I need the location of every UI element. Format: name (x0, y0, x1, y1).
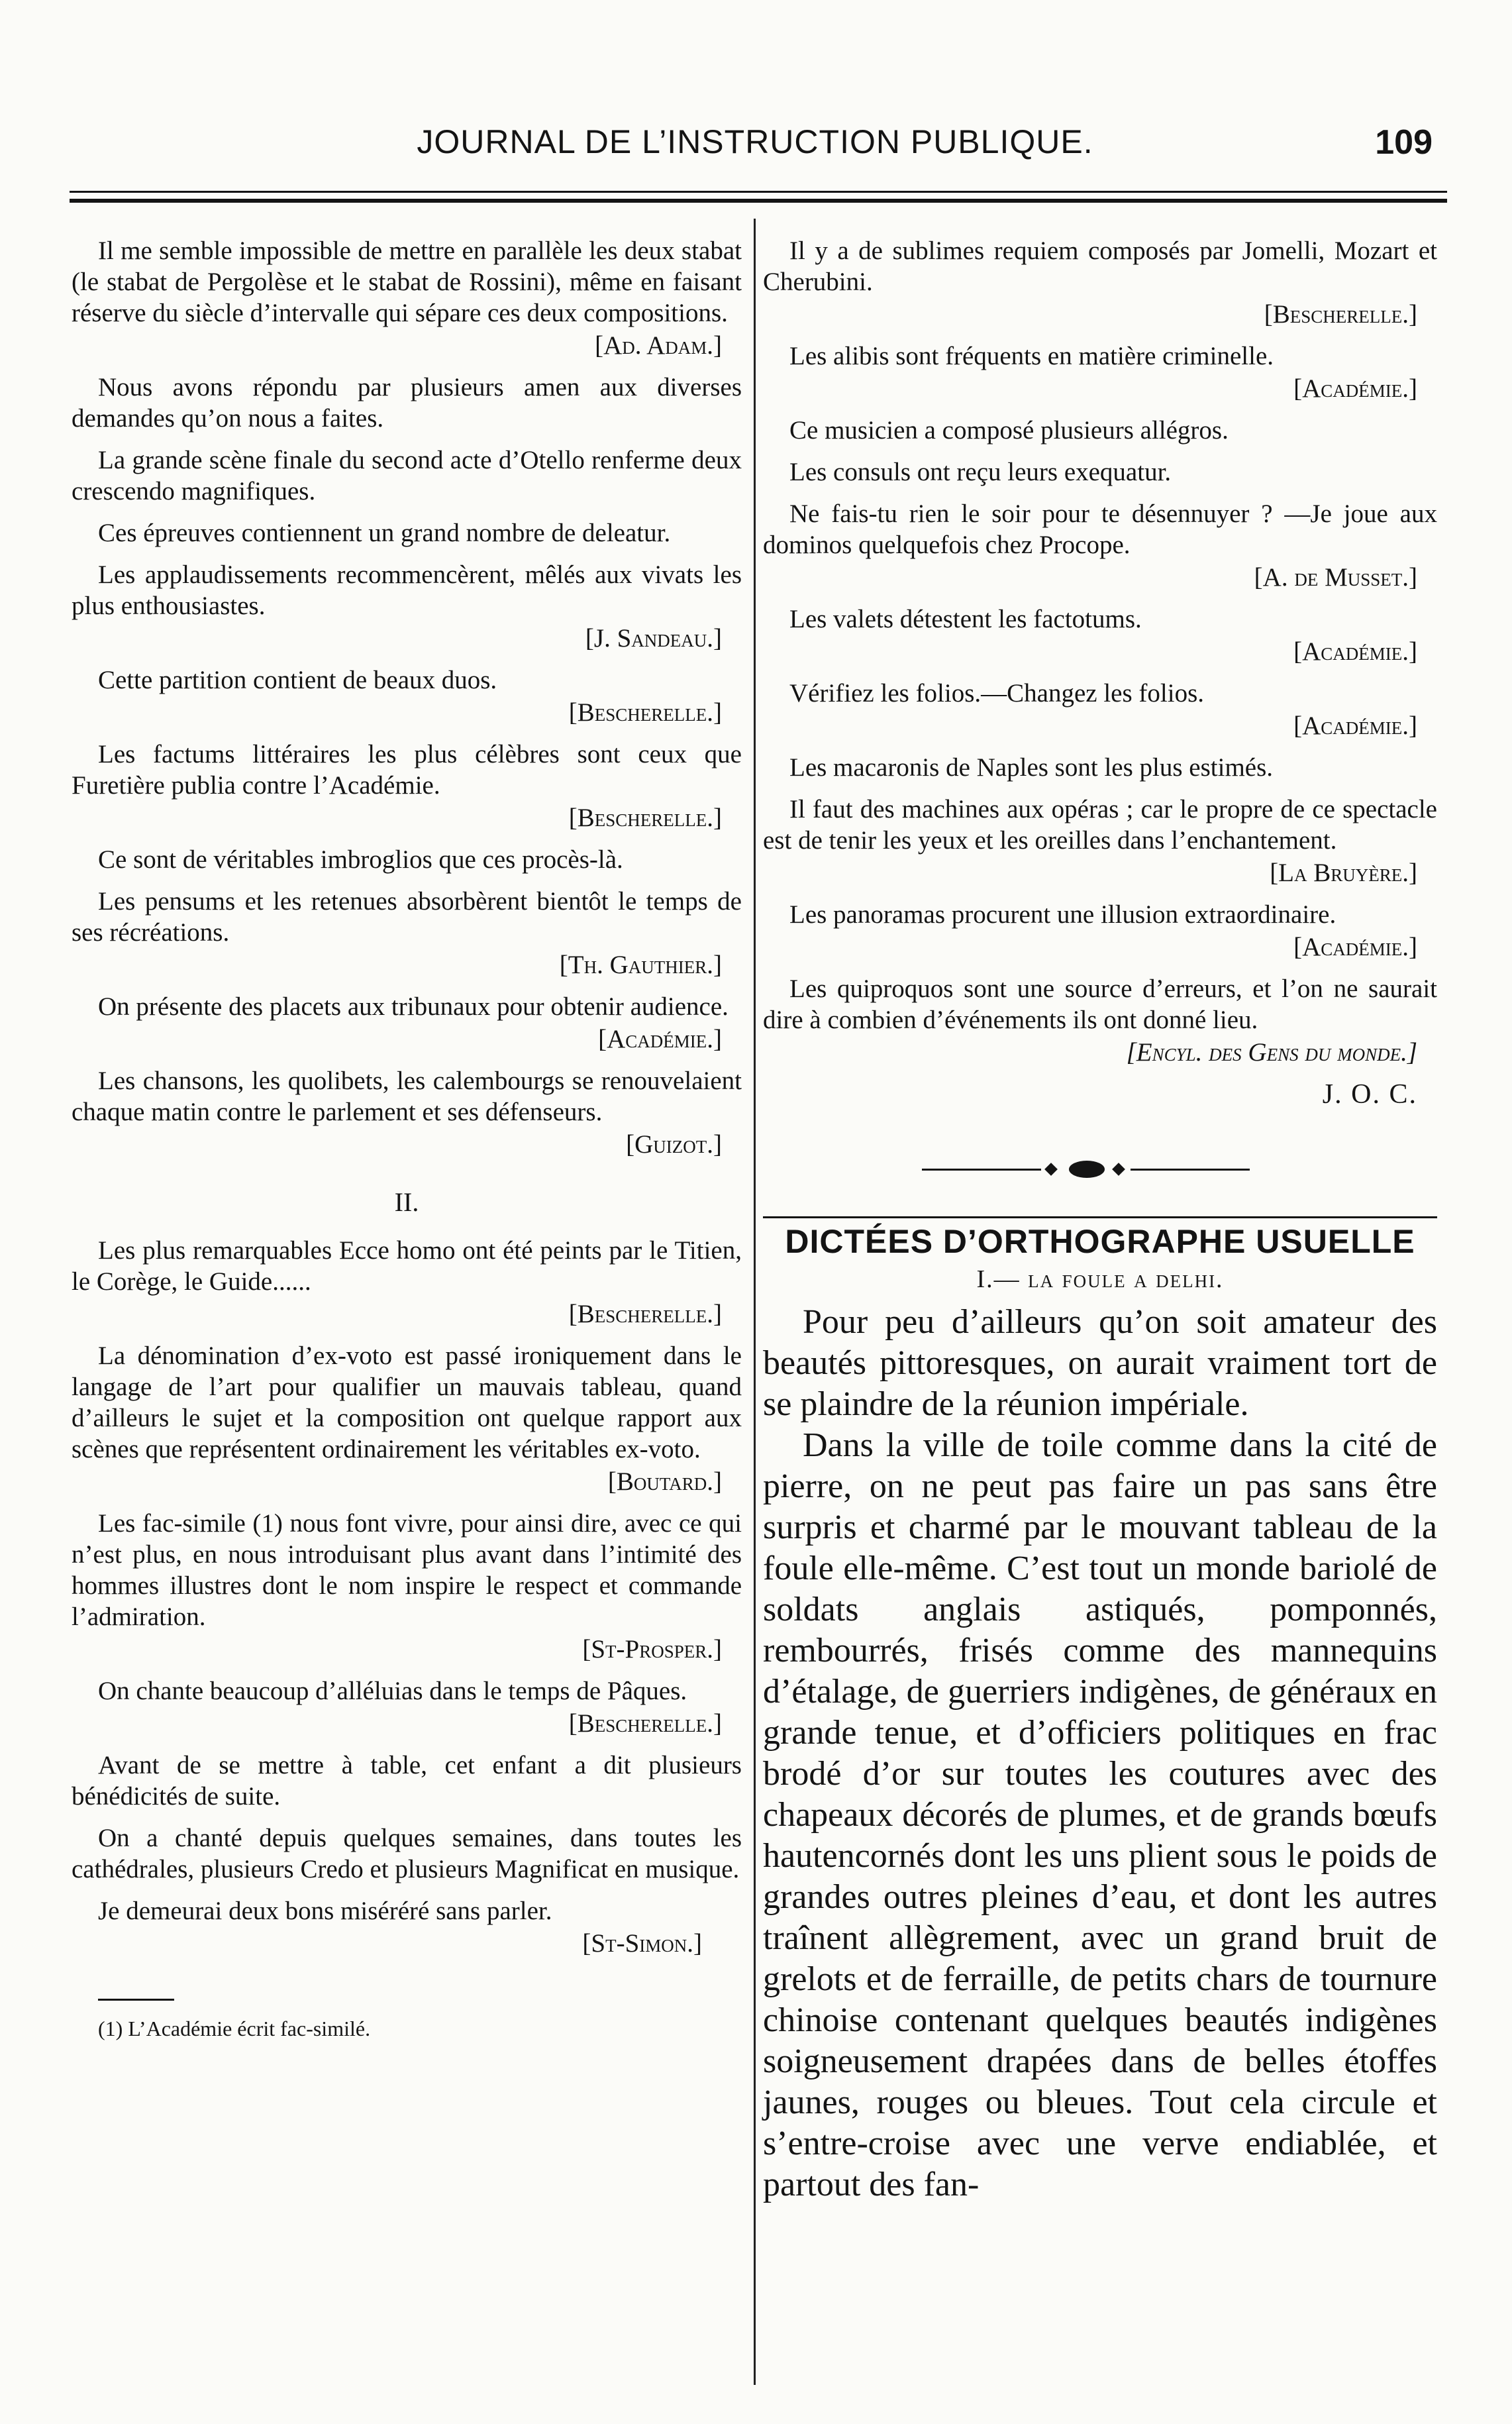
footnote-rule (98, 1999, 174, 2001)
example-text: Vérifiez les folios.—Changez les folios. (789, 679, 1204, 708)
example-text: Les macaronis de Naples sont les plus estimés. (789, 753, 1274, 782)
example-text: Les alibis sont fréquents en matière criminelle. (789, 342, 1274, 370)
example-text: Ne fais-tu rien le soir pour te désennuyer ? —Je joue aux dominos quelquefois chez Procope. (763, 500, 1437, 559)
example-text: Cette partition contient de beaux duos. (98, 666, 497, 694)
example-entry (72, 559, 742, 654)
example-entry (72, 1675, 742, 1739)
left-column (72, 235, 742, 2042)
example-text: On a chanté depuis quelques semaines, dans toutes les cathédrales, plusieurs Credo et plusieurs Magnificat en musique. (72, 1824, 742, 1883)
example-entry (763, 752, 1437, 783)
column-divider (754, 219, 756, 2385)
example-text: On présente des placets aux tribunaux pour obtenir audience. (98, 992, 729, 1021)
example-source: [J. Sandeau.] (585, 624, 722, 653)
example-entry (72, 1895, 742, 1959)
example-entry (763, 794, 1437, 888)
example-entry (72, 991, 742, 1055)
example-text: Les valets détestent les factotums. (789, 605, 1142, 633)
example-text: La dénomination d’ex-voto est passé ironiquement dans le langage de l’art pour qualifier un mauvais tableau, quand d’ailleurs le sujet et la composition ont quelque rapport aux scènes que représentent ordinairement les véritables ex-voto. (72, 1342, 742, 1463)
example-entry (763, 604, 1437, 667)
example-entry (763, 973, 1437, 1068)
example-source: [Académie.] (1293, 637, 1417, 666)
example-entry (72, 1750, 742, 1812)
example-source: [Académie.] (1293, 711, 1417, 740)
example-text: Les panoramas procurent une illusion extraordinaire. (789, 900, 1336, 929)
example-text: Nous avons répondu par plusieurs amen aux diverses demandes qu’on nous a faites. (72, 373, 742, 433)
example-entry (763, 341, 1437, 404)
example-entry (72, 1340, 742, 1497)
example-entry (72, 1065, 742, 1160)
right-column (763, 235, 1437, 2205)
header-rule-thick (70, 199, 1447, 203)
example-text: Il faut des machines aux opéras ; car le propre de ce spectacle est de tenir les yeux et les oreilles dans l’enchantement. (763, 795, 1437, 855)
example-entry (72, 1508, 742, 1665)
example-source: [St-Simon.] (582, 1929, 702, 1958)
section-ornament (763, 1150, 1437, 1190)
example-source: [Bescherelle.] (568, 1300, 722, 1328)
example-entry (72, 664, 742, 728)
example-text: Les plus remarquables Ecce homo ont été peints par le Titien, le Corège, le Guide...... (72, 1236, 742, 1296)
example-entry (763, 899, 1437, 963)
author-signature: J. O. C. (1322, 1079, 1417, 1110)
example-entry (763, 415, 1437, 446)
example-entry (763, 678, 1437, 741)
example-source: [St-Prosper.] (582, 1635, 722, 1663)
example-text: Les factums littéraires les plus célèbres sont ceux que Furetière publia contre l’Académie. (72, 740, 742, 800)
example-entry (763, 235, 1437, 330)
article-subtitle: I.— la foule a delhi. (976, 1265, 1224, 1293)
example-entry (72, 445, 742, 507)
example-source: [Académie.] (598, 1025, 722, 1053)
example-entry (72, 739, 742, 833)
example-source: [La Bruyère.] (1270, 859, 1417, 887)
example-entry (72, 372, 742, 434)
example-text: Ces épreuves contiennent un grand nombre de deleatur. (98, 519, 671, 547)
example-entry (763, 456, 1437, 488)
example-source: [Bescherelle.] (568, 698, 722, 727)
example-text: Ce sont de véritables imbroglios que ces procès-là. (98, 845, 623, 874)
example-source: [Boutard.] (607, 1467, 722, 1496)
example-source: [A. de Musset.] (1254, 563, 1417, 592)
article-title: DICTÉES D’ORTHOGRAPHE USUELLE (763, 1216, 1437, 1261)
example-entry (72, 1822, 742, 1885)
example-text: Les quiproquos sont une source d’erreurs, et l’on ne saurait dire à combien d’événements ils ont donné lieu. (763, 975, 1437, 1034)
example-text: On chante beaucoup d’alléluias dans le temps de Pâques. (98, 1677, 687, 1705)
example-source: [Guizot.] (626, 1130, 722, 1159)
example-source: [Ad. Adam.] (595, 331, 722, 360)
page-number: 109 (1375, 123, 1433, 162)
example-text: Les applaudissements recommencèrent, mêlés aux vivats les plus enthousiastes. (72, 560, 742, 620)
example-text: Il y a de sublimes requiem composés par Jomelli, Mozart et Cherubini. (763, 237, 1437, 296)
running-head: JOURNAL DE L’INSTRUCTION PUBLIQUE. (417, 123, 1093, 160)
example-entry (72, 235, 742, 361)
example-text: Les pensums et les retenues absorbèrent bientôt le temps de ses récréations. (72, 887, 742, 947)
example-entry (72, 517, 742, 549)
section-number: II. (394, 1187, 419, 1217)
example-source: [Académie.] (1293, 374, 1417, 403)
header-rule-thin (70, 191, 1447, 193)
example-text: Ce musicien a composé plusieurs allégros. (789, 416, 1229, 445)
article-paragraph: Pour peu d’ailleurs qu’on soit amateur des beautés pittoresques, on aurait vraiment tort de se plaindre de la réunion impériale. (763, 1303, 1437, 1423)
article-paragraph: Dans la ville de toile comme dans la cité de pierre, on ne peut pas faire un pas sans être surpris et charmé par le mouvant tableau de la foule elle-même. C’est tout un monde bariolé de soldats anglais astiqués, pomponnés, rembourrés, frisés comme des mannequins d’étalage, de guerriers indigènes, de généraux en grande tenue, et d’officiers politiques en frac brodé d’or sur toutes les coutures avec des chapeaux décorés de plumes, et de grands bœufs hautencornés dont les uns plient sous le poids de grandes outres pleines d’eau, et dont les autres traînent allègrement, avec un grand bruit de grelots et de ferraille, de petits chars de tournure chinoise contenant quelques beautés indigènes soigneusement drapées dans de belles étoffes jaunes, rouges ou bleues. Tout cela circule et s’entre-croise avec une verve endiablée, et partout des fan- (763, 1426, 1437, 2203)
example-source: [Bescherelle.] (568, 1709, 722, 1738)
example-source: [Th. Gauthier.] (559, 951, 722, 979)
example-entry (72, 844, 742, 875)
example-source: [Encyl. des Gens du monde.] (1126, 1038, 1417, 1067)
example-text: Avant de se mettre à table, cet enfant a dit plusieurs bénédicités de suite. (72, 1751, 742, 1811)
example-text: Les fac-simile (1) nous font vivre, pour ainsi dire, avec ce qui n’est plus, en nous introduisant plus avant dans l’intimité des hommes illustres dont le nom inspire le respect et commande l’admiration. (72, 1509, 742, 1631)
example-text: Les consuls ont reçu leurs exequatur. (789, 458, 1172, 486)
example-text: Je demeurai deux bons miséréré sans parler. (98, 1897, 552, 1925)
example-source: [Bescherelle.] (1264, 300, 1417, 329)
example-text: Il me semble impossible de mettre en parallèle les deux stabat (le stabat de Pergolèse et le stabat de Rossini), même en faisant réserve du siècle d’intervalle qui sépare ces deux compositions. (72, 237, 742, 327)
example-entry (72, 886, 742, 980)
example-text: Les chansons, les quolibets, les calembourgs se renouvelaient chaque matin contre le parlement et ses défenseurs. (72, 1067, 742, 1126)
example-text: La grande scène finale du second acte d’Otello renferme deux crescendo magnifiques. (72, 446, 742, 505)
footnote: (1) L’Académie écrit fac-similé. (98, 2017, 371, 2040)
example-source: [Bescherelle.] (568, 804, 722, 832)
example-entry (763, 498, 1437, 593)
example-source: [Académie.] (1293, 933, 1417, 961)
example-entry (72, 1235, 742, 1330)
